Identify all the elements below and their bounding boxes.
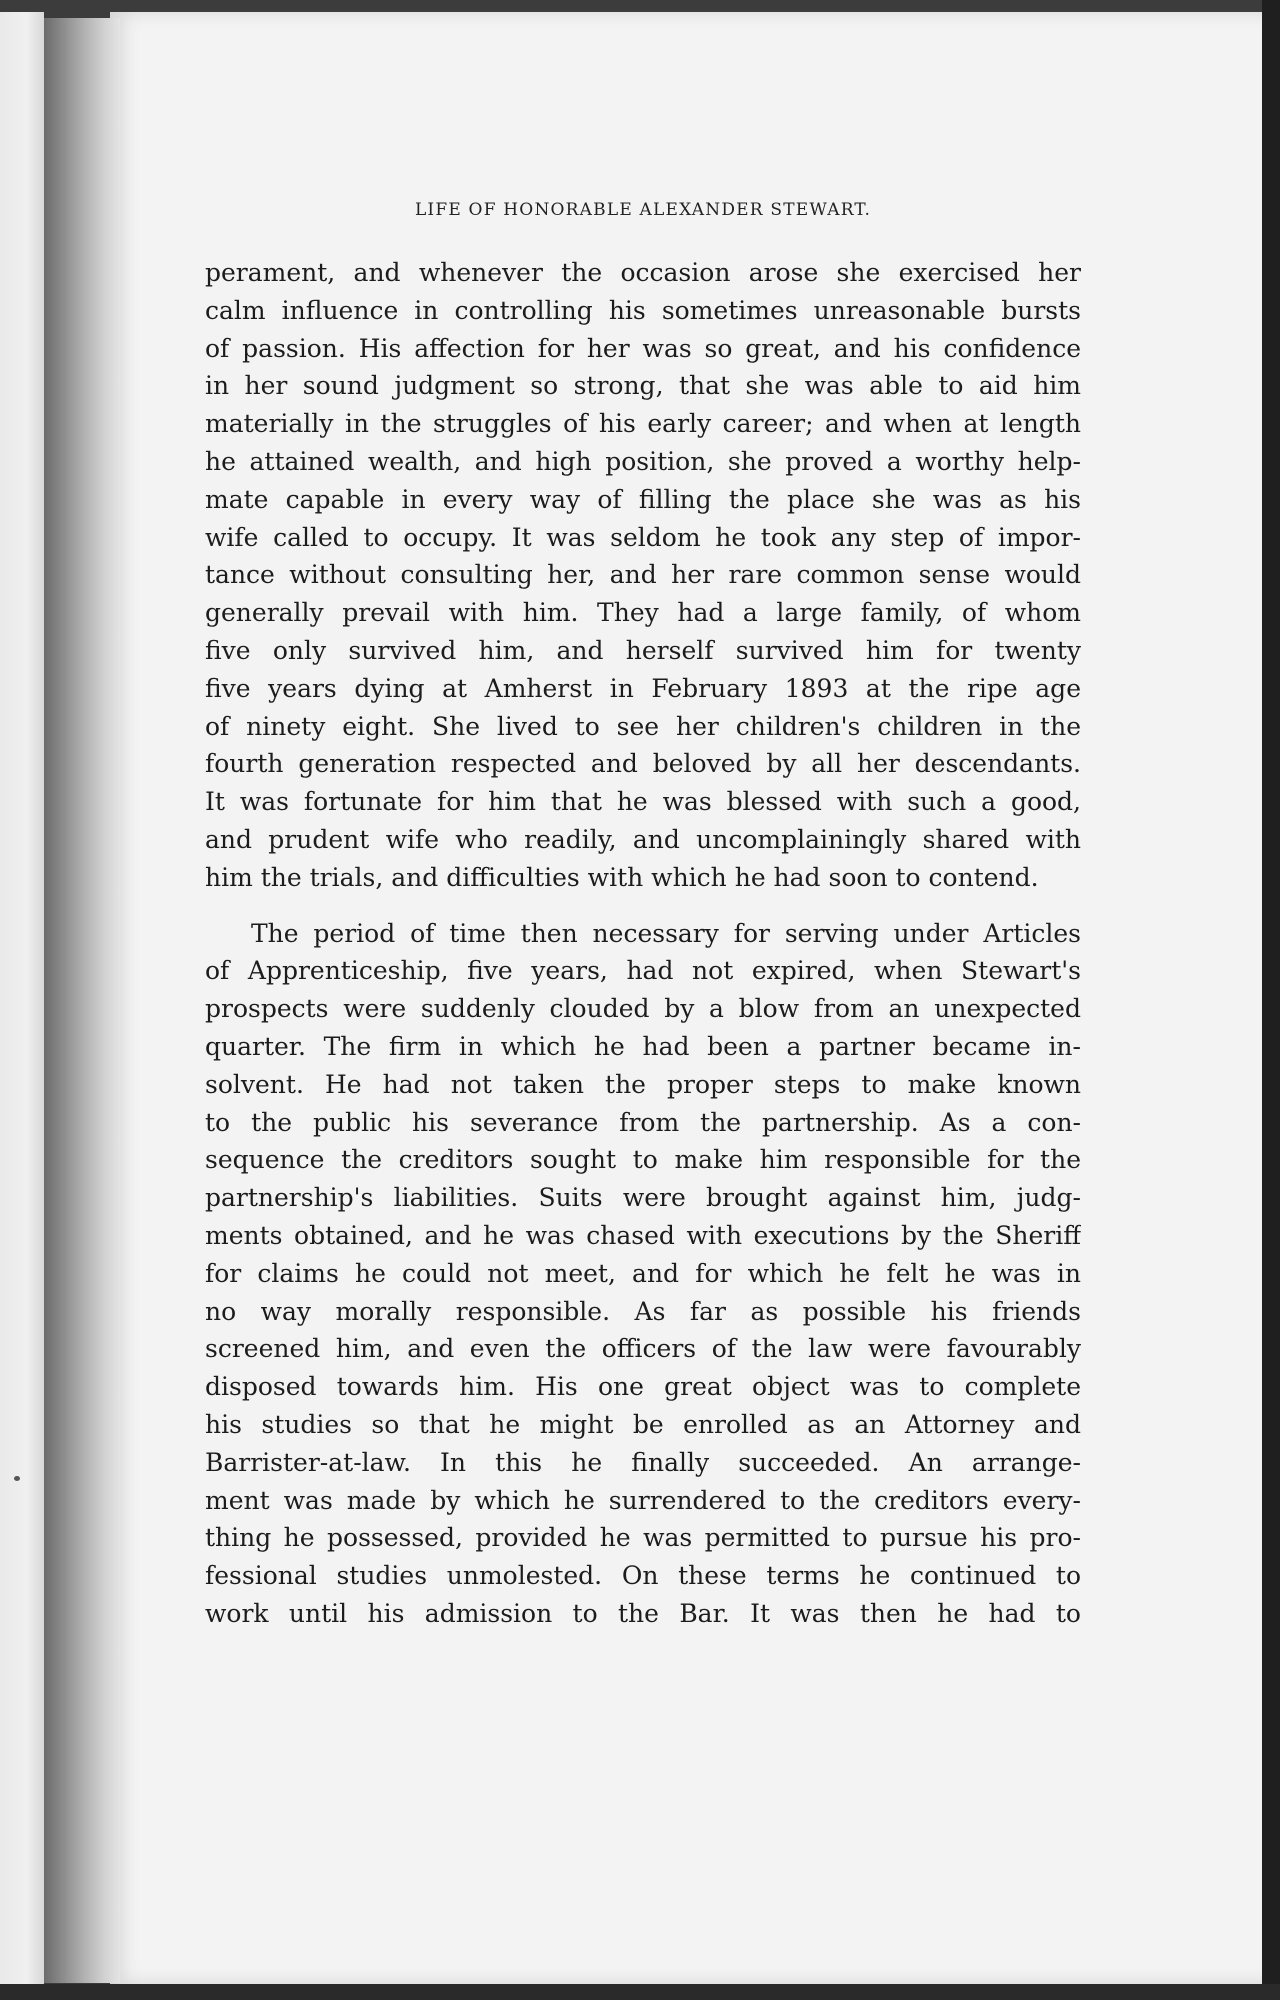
- text-line: quarter. The firm in which he had been a partner became in-: [205, 1031, 1081, 1061]
- scan-speck: [14, 1476, 20, 1481]
- text-line: screened him, and even the officers of the law were favourably: [205, 1334, 1081, 1364]
- text-line: for claims he could not meet, and for which he felt he was in: [205, 1258, 1081, 1288]
- text-line: fessional studies unmolested. On these terms he continued to: [205, 1561, 1081, 1591]
- running-head: LIFE OF HONORABLE ALEXANDER STEWART.: [414, 200, 872, 220]
- text-line: no way morally responsible. As far as possible his friends: [205, 1296, 1081, 1326]
- text-line: five only survived him, and herself survived him for twenty: [205, 635, 1081, 665]
- text-line: and prudent wife who readily, and uncomplainingly shared with: [205, 824, 1081, 854]
- text-line: Barrister-at-law. In this he finally succeeded. An arrange-: [205, 1447, 1081, 1477]
- text-line: in her sound judgment so strong, that she was able to aid him: [205, 371, 1081, 401]
- text-line: sequence the creditors sought to make him responsible for the: [205, 1145, 1081, 1175]
- book-gutter: [44, 18, 120, 1983]
- text-line: mate capable in every way of filling the place she was as his: [205, 484, 1081, 514]
- text-line: perament, and whenever the occasion arose she exercised her: [205, 258, 1081, 287]
- scan-bottom-border: [0, 1984, 1280, 2000]
- text-line: him the trials, and difficulties with which he had soon to contend.: [205, 862, 1039, 892]
- text-line: It was fortunate for him that he was blessed with such a good,: [205, 787, 1081, 817]
- text-line: five years dying at Amherst in February 1893 at the ripe age: [205, 673, 1081, 703]
- page-text: [205, 200, 1081, 1633]
- text-line: of passion. His affection for her was so great, and his confidence: [205, 333, 1081, 363]
- text-line: solvent. He had not taken the proper steps to make known: [205, 1069, 1081, 1099]
- text-line: ments obtained, and he was chased with executions by the Sheriff: [205, 1220, 1081, 1250]
- text-line: disposed towards him. His one great object was to complete: [205, 1372, 1081, 1402]
- text-line: prospects were suddenly clouded by a blow from an unexpected: [205, 994, 1081, 1024]
- text-line: partnership's liabilities. Suits were brought against him, judg-: [205, 1183, 1081, 1213]
- paragraph-2: [205, 915, 1081, 1633]
- text-line: to the public his severance from the partnership. As a con-: [205, 1107, 1081, 1137]
- text-line: of Apprenticeship, five years, had not expired, when Stewart's: [205, 956, 1081, 986]
- text-line: wife called to occupy. It was seldom he took any step of impor-: [205, 522, 1081, 552]
- text-line: work until his admission to the Bar. It was then he had to: [205, 1598, 1081, 1628]
- text-line: he attained wealth, and high position, she proved a worthy help-: [205, 446, 1081, 476]
- facing-page-edge: [0, 12, 44, 1987]
- scan-right-border: [1262, 0, 1280, 2000]
- text-line: calm influence in controlling his sometimes unreasonable bursts: [205, 295, 1081, 325]
- text-line: thing he possessed, provided he was permitted to pursue his pro-: [205, 1523, 1081, 1553]
- text-line: materially in the struggles of his early career; and when at length: [205, 409, 1081, 439]
- text-line: tance without consulting her, and her rare common sense would: [205, 560, 1081, 590]
- paragraph-1: [205, 254, 1081, 897]
- text-line: his studies so that he might be enrolled as an Attorney and: [205, 1409, 1081, 1439]
- text-line: The period of time then necessary for serving under Articles: [251, 918, 1081, 948]
- text-line: generally prevail with him. They had a large family, of whom: [205, 598, 1081, 628]
- text-line: of ninety eight. She lived to see her children's children in the: [205, 711, 1081, 741]
- text-line: ment was made by which he surrendered to the creditors every-: [205, 1485, 1081, 1515]
- text-line: fourth generation respected and beloved by all her descendants.: [205, 749, 1081, 779]
